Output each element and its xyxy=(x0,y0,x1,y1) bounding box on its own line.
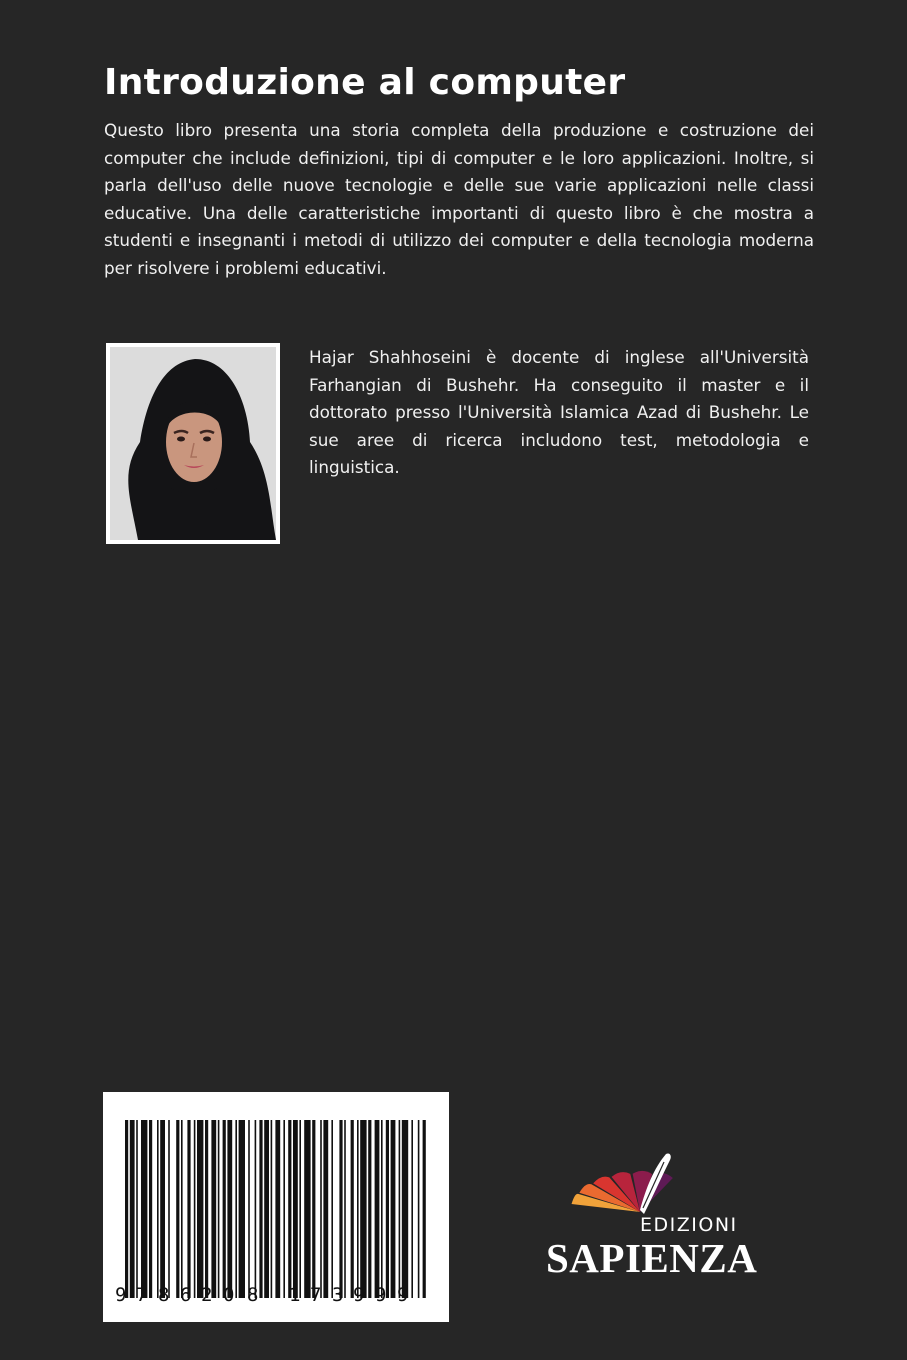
isbn-digit: 1 xyxy=(289,1284,301,1306)
isbn-digit: 9 xyxy=(397,1284,409,1306)
author-photo xyxy=(106,343,280,544)
isbn-digit: 3 xyxy=(332,1284,344,1306)
isbn-digit: 7 xyxy=(310,1284,322,1306)
isbn-digit: 9 xyxy=(353,1284,365,1306)
isbn-digit: 0 xyxy=(223,1284,235,1306)
publisher-edizioni: EDIZIONI xyxy=(640,1214,738,1236)
isbn-digit: 8 xyxy=(158,1284,170,1306)
isbn-digit: 2 xyxy=(201,1284,213,1306)
isbn-digit: 6 xyxy=(180,1284,192,1306)
publisher-sapienza: SAPIENZA xyxy=(546,1235,758,1281)
isbn-digit: 9 xyxy=(115,1284,127,1306)
author-portrait-image xyxy=(110,347,276,540)
book-description: Questo libro presenta una storia completa della produzione e costruzione dei computer che include definizioni, tipi di computer e le loro applicazioni. Inoltre, si parla dell'uso delle nuove tecnologie e delle sue varie applicazioni nelle classi educative. Una delle caratteristiche importanti di questo libro è che mostra a studenti e insegnanti i metodi di utilizzo dei computer e della tecnologia moderna per risolvere i problemi educativi. xyxy=(104,120,814,278)
book-title: Introduzione al computer xyxy=(104,62,626,103)
isbn-digit: 9 xyxy=(375,1284,387,1306)
author-bio: Hajar Shahhoseini è docente di inglese all'Università Farhangian di Bushehr. Ha conseguito il master e il dottorato presso l'Università Islamica Azad di Bushehr. Le sue aree di ricerca includono test, metodologia e linguistica. xyxy=(309,347,809,477)
isbn-digit: 8 xyxy=(247,1284,259,1306)
isbn-digit: 7 xyxy=(136,1284,148,1306)
